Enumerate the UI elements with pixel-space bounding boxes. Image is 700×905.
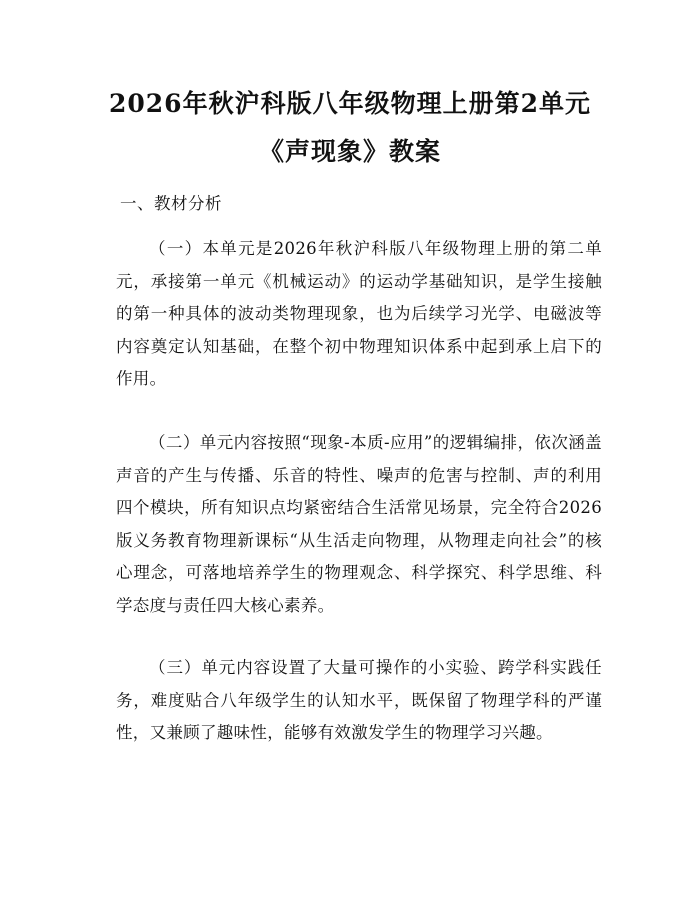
section-heading: 一、教材分析: [120, 194, 222, 213]
paragraph-2: （二）单元内容按照“现象-本质-应用”的逻辑编排，依次涵盖声音的产生与传播、乐音的特性、噪声的危害与控制、声的利用四个模块，所有知识点均紧密结合生活常见场景，完全符合2026版义务教育物理新课标“从生活走向物理，从物理走向社会”的核心理念，可落地培养学生的物理观念、科学探究、科学思维、科学态度与责任四大核心素养。: [116, 433, 602, 615]
paragraph-1: （一）本单元是2026年秋沪科版八年级物理上册的第二单元，承接第一单元《机械运动》的运动学基础知识，是学生接触的第一种具体的波动类物理现象，也为后续学习光学、电磁波等内容奠定认知基础，在整个初中物理知识体系中起到承上启下的作用。: [116, 239, 602, 388]
paragraph-3: （三）单元内容设置了大量可操作的小实验、跨学科实践任务，难度贴合八年级学生的认知水平，既保留了物理学科的严谨性，又兼顾了趣味性，能够有效激发学生的物理学习兴趣。: [116, 658, 602, 742]
document-title-line-1: 2026年秋沪科版八年级物理上册第2单元: [109, 89, 591, 118]
document-title-line-2: 《声现象》教案: [258, 137, 441, 166]
